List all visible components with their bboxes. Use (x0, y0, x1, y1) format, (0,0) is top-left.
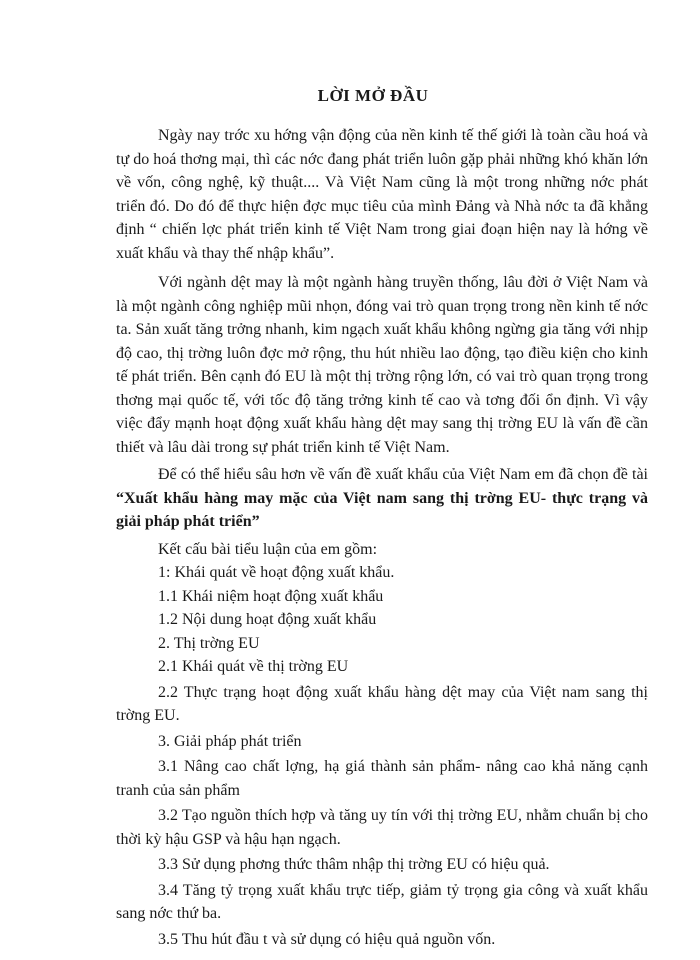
outline-item: 3.4 Tăng tỷ trọng xuất khẩu trực tiếp, giảm tỷ trọng gia công và xuất khẩu sang nớc thứ ba. (116, 881, 648, 922)
intro-paragraph-2: Với ngành dệt may là một ngành hàng truyền thống, lâu đời ở Việt Nam và là một ngành công nghiệp mũi nhọn, đóng vai trò quan trọng trong nền kinh tế nớc ta. Sản xuất tăng trởng nhanh, kim ngạch xuất khẩu không ngừng gia tăng với nhịp độ cao, thị trờng luôn đợc mở rộng, thu hút nhiều lao động, tạo điều kiện cho kinh tế phát triển. Bên cạnh đó EU là một thị trờng rộng lớn, có vai trò quan trọng trong thơng mại quốc tế, với tốc độ tăng trởng kinh tế cao và tơng đối ổn định. Vì vậy việc đẩy mạnh hoạt động xuất khẩu hàng dệt may sang thị trờng EU là vấn đề cần thiết và lâu dài trong sự phát triển kinh tế Việt Nam. (116, 274, 648, 456)
outline-heading: Kết cấu bài tiểu luận của em gồm: (158, 540, 378, 558)
outline-item: 3.3 Sử dụng phơng thức thâm nhập thị trờng EU có hiệu quả. (158, 856, 550, 873)
outline-item: 3.2 Tạo nguồn thích hợp và tăng uy tín với thị trờng EU, nhằm chuẩn bị cho thời kỳ hậu GSP và hậu hạn ngạch. (116, 807, 648, 848)
page-title: LỜI MỞ ĐẦU (317, 86, 429, 105)
outline-item: 2.2 Thực trạng hoạt động xuất khẩu hàng dệt may của Việt nam sang thị trờng EU. (116, 683, 648, 724)
outline-item: 1.1 Khái niệm hoạt động xuất khẩu (158, 587, 384, 605)
outline-list (116, 538, 648, 952)
outline-item: 3.1 Nâng cao chất lợng, hạ giá thành sản phẩm- nâng cao khả năng cạnh tranh của sản phẩm (116, 758, 648, 799)
outline-item: 3. Giải pháp phát triển (158, 732, 302, 750)
outline-item: 1.2 Nội dung hoạt động xuất khẩu (158, 611, 377, 628)
outline-item: 1: Khái quát về hoạt động xuất khẩu. (158, 564, 395, 581)
topic-title: “Xuất khẩu hàng may mặc của Việt nam sang thị trờng EU- thực trạng và giải pháp phát triển” (116, 489, 648, 530)
outline-item: 2. Thị trờng EU (158, 634, 260, 652)
outline-item: 3.5 Thu hút đầu t và sử dụng có hiệu quả nguồn vốn. (158, 930, 496, 948)
intro-paragraph-1: Ngày nay trớc xu hớng vận động của nền kinh tế thế giới là toàn cầu hoá và tự do hoá thơng mại, thì các nớc đang phát triển luôn gặp phải những khó khăn lớn về vốn, công nghệ, kỹ thuật.... Và Việt Nam cũng là một trong những nớc phát triển đó. Do đó để thực hiện đợc mục tiêu của mình Đảng và Nhà nớc ta đã khẳng định “ chiến lợc phát triển kinh tế Việt Nam trong giai đoạn hiện nay là hớng về xuất khẩu và thay thế nhập khẩu”. (116, 127, 648, 262)
topic-intro-text: Để có thể hiểu sâu hơn về vấn đề xuất khẩu của Việt Nam em đã chọn đề tài (158, 466, 648, 483)
topic-paragraph (116, 463, 648, 534)
outline-item: 2.1 Khái quát về thị trờng EU (158, 658, 349, 675)
